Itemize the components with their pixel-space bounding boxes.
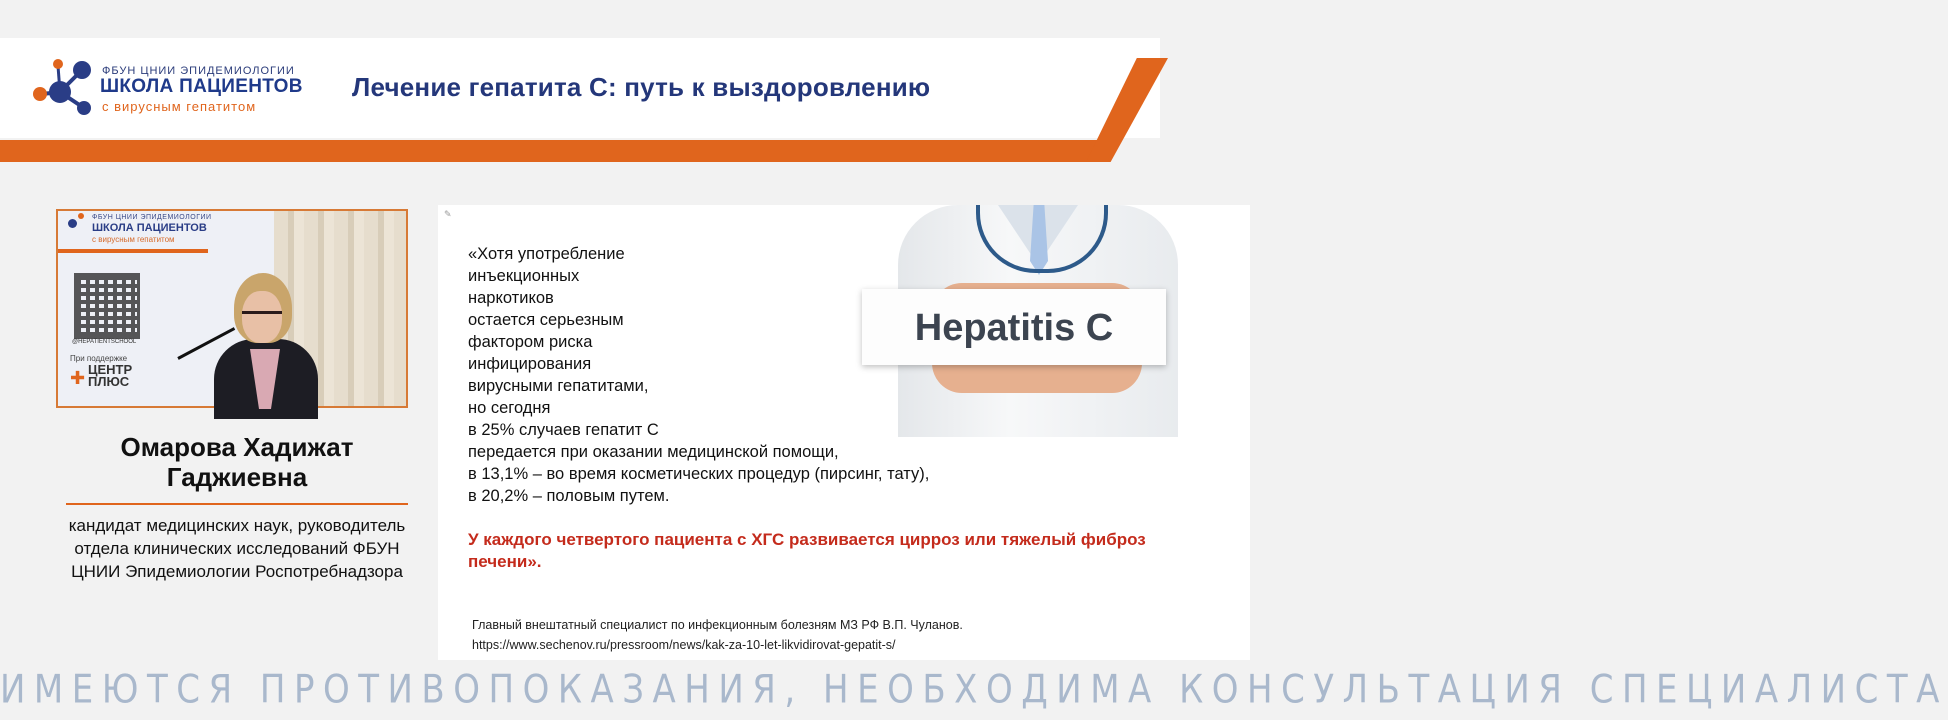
video-logo-subtitle: с вирусным гепатитом <box>92 235 175 244</box>
disclaimer-banner: ИМЕЮТСЯ ПРОТИВОПОКАЗАНИЯ, НЕОБХОДИМА КОНСУЛЬТАЦИЯ СПЕЦИАЛИСТА <box>0 667 1948 713</box>
hepatitis-card-text: Hepatitis C <box>914 307 1114 349</box>
video-logo-org: ФБУН ЦНИИ ЭПИДЕМИОЛОГИИ <box>92 214 212 221</box>
video-logo-title: ШКОЛА ПАЦИЕНТОВ <box>92 222 207 234</box>
qr-code-icon <box>74 273 140 339</box>
speaker-glasses <box>242 311 282 321</box>
speaker-notes-icon: ✎ <box>444 209 452 219</box>
speaker-name: Омарова Хадижат Гаджиевна <box>120 432 354 492</box>
video-banner-stripe <box>58 249 208 253</box>
speaker-video <box>56 209 408 408</box>
source-link[interactable]: https://www.sechenov.ru/pressroom/news/kak-za-10-let-likvidirovat-gepatit-s/ <box>472 638 896 652</box>
video-logo-dot <box>78 213 84 219</box>
logo-title-text: ШКОЛА ПАЦИЕНТОВ <box>100 76 303 97</box>
molecule-icon <box>30 56 100 122</box>
video-support-text: При поддержке <box>70 354 128 363</box>
logo-subtitle-text: с вирусным гепатитом <box>102 99 257 114</box>
video-logo-dot <box>68 219 77 228</box>
slide-panel <box>438 205 1250 660</box>
emphasis-text: У каждого четвертого пациента с ХГС развивается цирроз или тяжелый фиброз печени». <box>468 530 1146 571</box>
divider <box>66 503 408 505</box>
plus-icon: ✚ <box>70 368 86 388</box>
video-handle: @HEPATIENTSCHOOL <box>72 339 137 345</box>
logo-org-text: ФБУН ЦНИИ ЭПИДЕМИОЛОГИИ <box>102 65 295 77</box>
page-title: Лечение гепатита С: путь к выздоровлению <box>352 72 931 102</box>
source-citation <box>472 615 1232 655</box>
speaker-credentials: кандидат медицинских наук, руководитель отдела клинических исследований ФБУН ЦНИИ Эпидемиологии Роспотребнадзора <box>68 516 406 581</box>
header-accent-bar <box>0 140 1110 162</box>
quote-text: «Хотя употребление инъекционных наркотиков остается серьезным фактором риска инфицирования вирусными гепатитами, но сегодня в 25% случаев гепатит С передается при оказании медицинской помощи, в 13,1% – во время косметических процедур (пирсинг, тату), в 20,2% – половым путем. <box>468 245 930 505</box>
source-author: Главный внештатный специалист по инфекционным болезням МЗ РФ В.П. Чуланов. <box>472 618 963 632</box>
school-logo <box>30 56 320 122</box>
video-sponsor-text: ЦЕНТР ПЛЮС <box>88 362 133 389</box>
